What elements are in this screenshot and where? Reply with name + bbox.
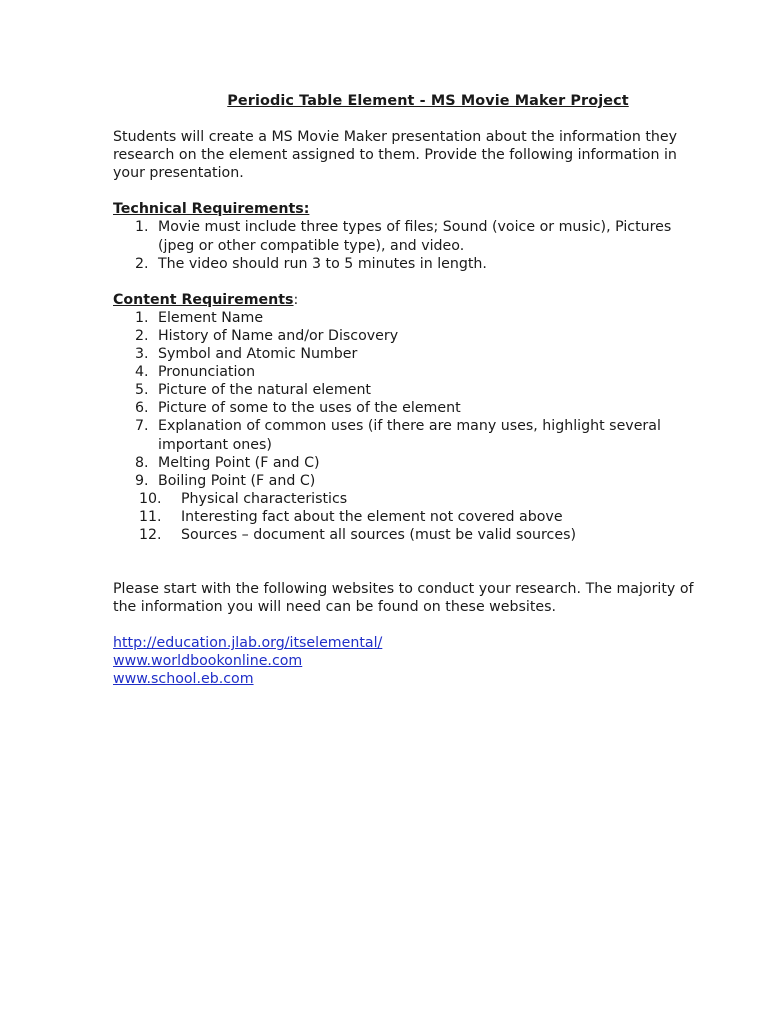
list-item-number: 6. <box>135 400 149 417</box>
technical-requirements-list <box>113 218 703 272</box>
intro-paragraph: Students will create a MS Movie Maker presentation about the information they research on the element assigned to them. Provide the following information in your presentation. <box>113 129 678 182</box>
list-item-number: 2. <box>135 255 149 272</box>
list-item <box>113 381 703 399</box>
document-title: Periodic Table Element - MS Movie Maker Project <box>227 93 629 109</box>
list-item-text: Picture of the natural element <box>158 382 371 399</box>
list-item-text: History of Name and/or Discovery <box>158 327 399 344</box>
list-item-number: 5. <box>135 382 149 399</box>
content-requirements-heading: Content Requirements <box>113 291 294 308</box>
link-jlab-itselemental[interactable]: http://education.jlab.org/itselemental/ <box>113 635 383 652</box>
website-links <box>113 634 703 688</box>
technical-requirements-heading-line <box>113 200 703 218</box>
list-item <box>113 472 703 490</box>
list-item-text: Melting Point (F and C) <box>158 454 320 471</box>
list-item-number: 9. <box>135 472 149 489</box>
link-worldbookonline[interactable]: www.worldbookonline.com <box>113 653 303 670</box>
link-school-eb[interactable]: www.school.eb.com <box>113 671 254 688</box>
list-item <box>113 454 703 472</box>
technical-requirements-section <box>113 200 703 272</box>
closing-paragraph: Please start with the following websites to conduct your research. The majority of the information you will need can be found on these websites. <box>113 581 694 616</box>
list-item-text: Explanation of common uses (if there are many uses, highlight several important ones) <box>158 418 661 453</box>
list-item-text: Sources – document all sources (must be valid sources) <box>181 526 577 543</box>
list-item-text: Boiling Point (F and C) <box>158 472 316 489</box>
list-item <box>113 218 703 254</box>
list-item-number: 10. <box>139 490 162 507</box>
list-item-number: 1. <box>135 219 149 236</box>
list-item-text: Interesting fact about the element not covered above <box>181 508 563 525</box>
list-item <box>113 309 703 327</box>
section-spacer <box>113 544 703 580</box>
list-item <box>113 526 703 544</box>
list-item <box>113 417 703 453</box>
content-requirements-list <box>113 309 703 544</box>
list-item <box>113 399 703 417</box>
list-item <box>113 363 703 381</box>
list-item-text: The video should run 3 to 5 minutes in length. <box>158 255 487 272</box>
list-item <box>113 508 703 526</box>
document-page <box>113 92 703 689</box>
list-item-text: Pronunciation <box>158 364 256 381</box>
list-item <box>113 327 703 345</box>
list-item-number: 4. <box>135 364 149 381</box>
list-item-number: 2. <box>135 327 149 344</box>
list-item-text: Symbol and Atomic Number <box>158 346 358 363</box>
list-item-text: Movie must include three types of files; Sound (voice or music), Pictures (jpeg or other compatible type), and video. <box>158 219 672 254</box>
list-item-number: 7. <box>135 418 149 435</box>
list-item-text: Physical characteristics <box>181 490 348 507</box>
list-item-number: 11. <box>139 508 162 525</box>
list-item-number: 3. <box>135 346 149 363</box>
list-item-text: Element Name <box>158 309 264 326</box>
list-item-text: Picture of some to the uses of the element <box>158 400 461 417</box>
list-item-number: 8. <box>135 454 149 471</box>
content-requirements-heading-line <box>113 291 703 309</box>
content-requirements-section <box>113 291 703 544</box>
list-item-number: 12. <box>139 526 162 543</box>
list-item-number: 1. <box>135 309 149 326</box>
technical-requirements-heading: Technical Requirements: <box>113 201 310 218</box>
content-requirements-heading-colon: : <box>293 291 299 308</box>
list-item <box>113 490 703 508</box>
list-item <box>113 345 703 363</box>
list-item <box>113 255 703 273</box>
